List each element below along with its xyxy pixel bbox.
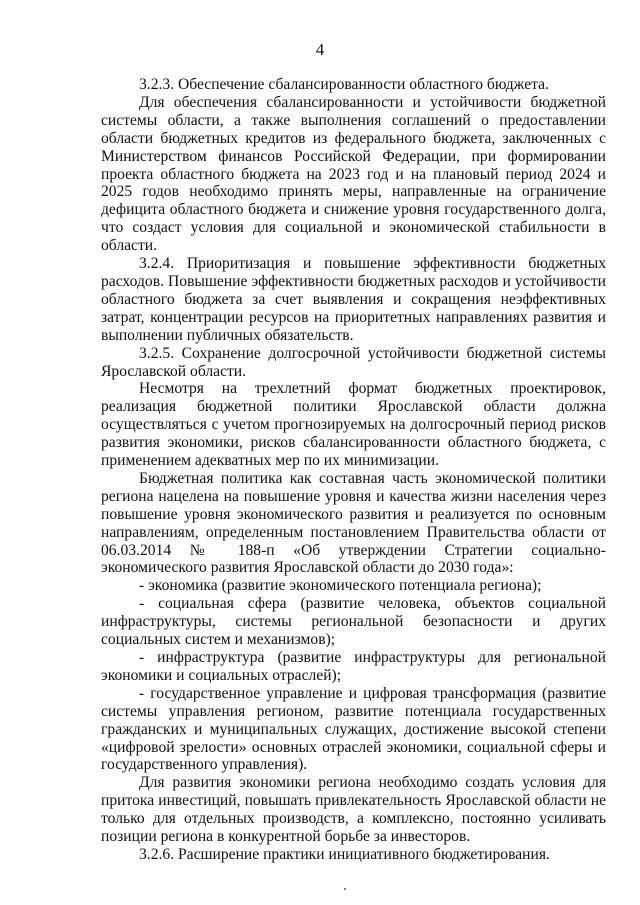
section-heading-3-2-6: 3.2.6. Расширение практики инициативного бюджетирования.: [139, 845, 550, 863]
section-heading-3-2-3: 3.2.3. Обеспечение сбалансированности областного бюджета.: [139, 76, 549, 93]
list-item: - государственное управление и цифровая трансформация (развитие системы управления регионом, развитие потенциала государственных гражданских и муниципальных служащих, достижение высокой степени «цифровой зрелости» основных отраслей экономики, социальной сферы и государственного управления).: [101, 684, 606, 774]
list-item: - экономика (развитие экономического потенциала региона);: [139, 577, 542, 595]
paragraph: Бюджетная политика как составная часть экономической политики региона нацелена на повышение уровня и качества жизни населения через повышение уровня экономического развития и реализуется по основным направлениям, определенным постановлением Правительства области от 06.03.2014 № 188-п «Об утверждении Стратегии социально-экономического развития Ярославской области до 2030 года»:: [101, 469, 606, 577]
page-number: 4: [315, 40, 325, 59]
paragraph: Для обеспечения сбалансированности и устойчивости бюджетной системы области, а также выполнения соглашений о предоставлении области бюджетных кредитов из федерального бюджета, заключенных с Министерством финансов Российской Федерации, при формировании проекта областного бюджета на 2023 год и на плановый период 2024 и 2025 годов необходимо принять меры, направленные на ограничение дефицита областного бюджета и снижение уровня государственного долга, что создаст условия для социальной и экономической стабильности в области.: [101, 93, 606, 255]
document-body: [101, 76, 606, 864]
paragraph: Несмотря на трехлетний формат бюджетных проектировок, реализация бюджетной политики Ярославской области должна осуществляться с учетом прогнозируемых на долгосрочный период рисков развития экономики, рисков сбалансированности областного бюджета, с применением адекватных мер по их минимизации.: [101, 380, 606, 470]
scan-speck: [344, 888, 346, 890]
paragraph: Для развития экономики региона необходимо создать условия для притока инвестиций, повышать привлекательность Ярославской области не только для отдельных производств, а комплексно, постоянно усиливать позиции региона в конкурентной борьбе за инвесторов.: [101, 774, 606, 846]
section-heading-3-2-5: 3.2.5. Сохранение долгосрочной устойчивости бюджетной системы Ярославской области.: [101, 344, 606, 380]
list-item: - инфраструктура (развитие инфраструктуры для региональной экономики и социальных отраслей);: [101, 649, 606, 684]
list-item: - социальная сфера (развитие человека, объектов социальной инфраструктуры, системы региональной безопасности и других социальных систем и механизмов);: [101, 595, 606, 649]
section-heading-3-2-4: 3.2.4. Приоритизация и повышение эффективности бюджетных расходов. Повышение эффективности бюджетных расходов и устойчивости областного бюджета за счет выявления и сокращения неэффективных затрат, концентрации ресурсов на приоритетных направлениях развития и выполнении публичных обязательств.: [101, 255, 606, 344]
